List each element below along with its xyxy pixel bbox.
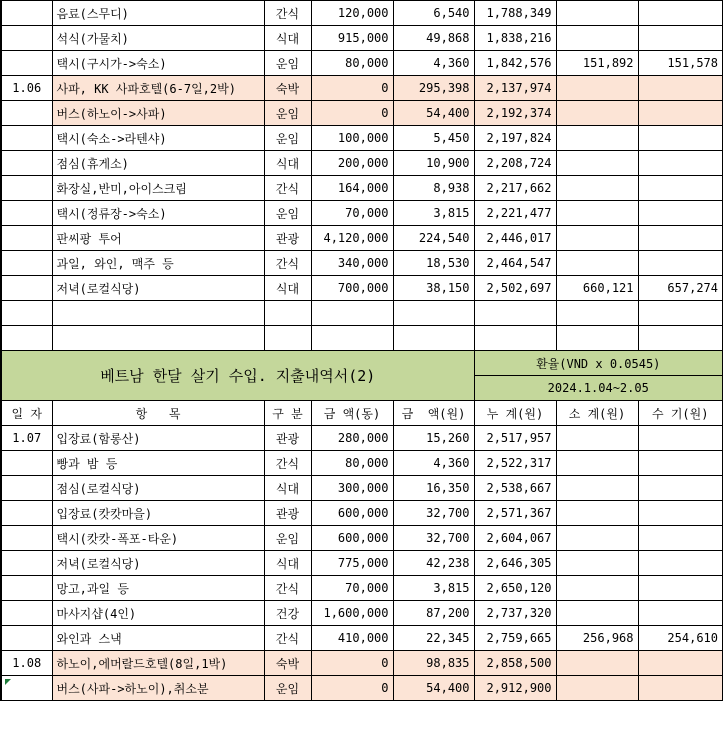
cell-amount-vnd[interactable]: 70,000: [311, 201, 393, 226]
cell-subtotal[interactable]: [556, 676, 638, 701]
cell-subtotal[interactable]: [556, 426, 638, 451]
cell-date[interactable]: [1, 276, 52, 301]
cell-date[interactable]: [1, 601, 52, 626]
cell-category[interactable]: 간식: [264, 251, 311, 276]
table-row: [1, 501, 723, 526]
cell-subtotal[interactable]: [556, 251, 638, 276]
cell[interactable]: [556, 326, 638, 351]
cell-subtotal[interactable]: [556, 601, 638, 626]
cell-amount-vnd[interactable]: 80,000: [311, 451, 393, 476]
cell-item[interactable]: 버스(하노이->사파): [52, 101, 264, 126]
cell[interactable]: [311, 326, 393, 351]
cell[interactable]: [638, 301, 723, 326]
cell-date[interactable]: [1, 551, 52, 576]
cell-recorded[interactable]: [638, 476, 723, 501]
cell-amount-krw[interactable]: 54,400: [393, 101, 474, 126]
table-row: [1, 26, 723, 51]
cell-subtotal[interactable]: 660,121: [556, 276, 638, 301]
cell-date[interactable]: 1.07: [1, 426, 52, 451]
cell-subtotal[interactable]: 256,968: [556, 626, 638, 651]
cell-subtotal[interactable]: [556, 651, 638, 676]
cell-cumulative[interactable]: 2,737,320: [474, 601, 556, 626]
cell[interactable]: [556, 301, 638, 326]
table-row: [1, 451, 723, 476]
table-row: [1, 76, 723, 101]
cell-cumulative[interactable]: 2,464,547: [474, 251, 556, 276]
cell-recorded[interactable]: [638, 426, 723, 451]
cell-amount-vnd[interactable]: 0: [311, 76, 393, 101]
cell[interactable]: [1, 326, 52, 351]
cell-amount-krw[interactable]: 42,238: [393, 551, 474, 576]
cell-subtotal[interactable]: [556, 26, 638, 51]
cell[interactable]: [52, 301, 264, 326]
cell[interactable]: [52, 326, 264, 351]
cell[interactable]: [474, 326, 556, 351]
table-row: [1, 126, 723, 151]
table-row: [1, 201, 723, 226]
cell-category[interactable]: 간식: [264, 176, 311, 201]
cell-recorded[interactable]: [638, 101, 723, 126]
cell-cumulative[interactable]: 2,502,697: [474, 276, 556, 301]
cell-recorded[interactable]: 254,610: [638, 626, 723, 651]
cell-amount-krw[interactable]: 87,200: [393, 601, 474, 626]
cell-amount-vnd[interactable]: 300,000: [311, 476, 393, 501]
cell-recorded[interactable]: [638, 601, 723, 626]
comment-marker: [5, 679, 11, 685]
table-row: [1, 151, 723, 176]
cell[interactable]: [393, 326, 474, 351]
cell-recorded[interactable]: [638, 551, 723, 576]
cell-amount-vnd[interactable]: 100,000: [311, 126, 393, 151]
sheet-title-block: [1, 351, 723, 401]
header-cumulative[interactable]: 누 계(원): [474, 401, 556, 426]
cell-recorded[interactable]: [638, 151, 723, 176]
cell-cumulative[interactable]: 2,759,665: [474, 626, 556, 651]
cell-date[interactable]: [1, 151, 52, 176]
cell-recorded[interactable]: [638, 226, 723, 251]
cell-category[interactable]: 운임: [264, 51, 311, 76]
cell-date[interactable]: [1, 451, 52, 476]
cell-subtotal[interactable]: [556, 126, 638, 151]
cell-amount-vnd[interactable]: 600,000: [311, 501, 393, 526]
cell-amount-krw[interactable]: 22,345: [393, 626, 474, 651]
table-row: [1, 526, 723, 551]
cell-recorded[interactable]: [638, 451, 723, 476]
cell-cumulative[interactable]: 1,842,576: [474, 51, 556, 76]
cell-date[interactable]: [1, 26, 52, 51]
cell-recorded[interactable]: [638, 251, 723, 276]
cell-amount-krw[interactable]: 32,700: [393, 501, 474, 526]
cell-subtotal[interactable]: [556, 176, 638, 201]
cell-recorded[interactable]: [638, 1, 723, 26]
header-amount-krw[interactable]: 금 액(원): [393, 401, 474, 426]
cell-amount-krw[interactable]: 16,350: [393, 476, 474, 501]
cell-subtotal[interactable]: [556, 501, 638, 526]
cell-item[interactable]: 마사지샵(4인): [52, 601, 264, 626]
cell-category[interactable]: 건강: [264, 601, 311, 626]
cell-cumulative[interactable]: 2,604,067: [474, 526, 556, 551]
cell-recorded[interactable]: [638, 651, 723, 676]
cell-cumulative[interactable]: 2,217,662: [474, 176, 556, 201]
header-item[interactable]: 항 목: [52, 401, 264, 426]
header-date[interactable]: 일 자: [1, 401, 52, 426]
cell-item[interactable]: 택시(숙소->라텐샤): [52, 126, 264, 151]
table-row: [1, 651, 723, 676]
cell-recorded[interactable]: 657,274: [638, 276, 723, 301]
cell-item[interactable]: 택시(캇캇-폭포-타운): [52, 526, 264, 551]
cell-amount-vnd[interactable]: 0: [311, 101, 393, 126]
cell-category[interactable]: 간식: [264, 576, 311, 601]
cell-category[interactable]: 간식: [264, 1, 311, 26]
cell-cumulative[interactable]: 2,858,500: [474, 651, 556, 676]
cell-amount-krw[interactable]: 49,868: [393, 26, 474, 51]
expense-rows-block-2: [1, 426, 723, 701]
cell-category[interactable]: 관광: [264, 226, 311, 251]
cell-subtotal[interactable]: [556, 451, 638, 476]
header-recorded[interactable]: 수 기(원): [638, 401, 723, 426]
cell-cumulative[interactable]: 1,788,349: [474, 1, 556, 26]
cell-category[interactable]: 식대: [264, 551, 311, 576]
cell-amount-krw[interactable]: 4,360: [393, 51, 474, 76]
cell-date[interactable]: [1, 176, 52, 201]
cell-item[interactable]: 음료(스무디): [52, 1, 264, 26]
cell[interactable]: [393, 301, 474, 326]
cell-date[interactable]: [1, 501, 52, 526]
cell-item[interactable]: 와인과 스낵: [52, 626, 264, 651]
cell-category[interactable]: 식대: [264, 26, 311, 51]
blank-row: [1, 326, 723, 351]
cell-item[interactable]: 하노이,에머랄드호텔(8일,1박): [52, 651, 264, 676]
cell-amount-vnd[interactable]: 915,000: [311, 26, 393, 51]
cell-item[interactable]: 점심(로컬식당): [52, 476, 264, 501]
cell-recorded[interactable]: [638, 126, 723, 151]
cell-amount-vnd[interactable]: 4,120,000: [311, 226, 393, 251]
cell-subtotal[interactable]: [556, 526, 638, 551]
cell-item[interactable]: 과일, 와인, 맥주 등: [52, 251, 264, 276]
cell-recorded[interactable]: [638, 76, 723, 101]
cell-date[interactable]: 1.08: [1, 651, 52, 676]
header-amount-vnd[interactable]: 금 액(동): [311, 401, 393, 426]
cell-item[interactable]: 입장료(캇캇마을): [52, 501, 264, 526]
cell-cumulative[interactable]: 2,197,824: [474, 126, 556, 151]
cell-amount-vnd[interactable]: 1,600,000: [311, 601, 393, 626]
cell-amount-vnd[interactable]: 80,000: [311, 51, 393, 76]
cell-amount-krw[interactable]: 3,815: [393, 201, 474, 226]
table-row: [1, 101, 723, 126]
cell-date[interactable]: [1, 576, 52, 601]
cell-amount-vnd[interactable]: 0: [311, 651, 393, 676]
cell-date[interactable]: [1, 101, 52, 126]
cell-subtotal[interactable]: [556, 551, 638, 576]
title-row: [1, 351, 723, 376]
table-row: [1, 1, 723, 26]
cell-amount-vnd[interactable]: 700,000: [311, 276, 393, 301]
cell-cumulative[interactable]: 2,912,900: [474, 676, 556, 701]
cell-category[interactable]: 숙박: [264, 651, 311, 676]
cell-recorded[interactable]: [638, 501, 723, 526]
cell-category[interactable]: 관광: [264, 501, 311, 526]
table-row: [1, 251, 723, 276]
cell-category[interactable]: 운임: [264, 201, 311, 226]
cell-amount-vnd[interactable]: 164,000: [311, 176, 393, 201]
table-row: [1, 51, 723, 76]
cell-item[interactable]: 저녁(로컬식당): [52, 276, 264, 301]
cell-amount-krw[interactable]: 10,900: [393, 151, 474, 176]
cell[interactable]: [311, 301, 393, 326]
column-header-row: [1, 401, 723, 426]
cell-cumulative[interactable]: 2,208,724: [474, 151, 556, 176]
cell-amount-krw[interactable]: 4,360: [393, 451, 474, 476]
cell[interactable]: [474, 301, 556, 326]
cell-subtotal[interactable]: [556, 201, 638, 226]
table-row: [1, 676, 723, 701]
blank-rows: [1, 301, 723, 351]
expense-rows-block-1: [1, 1, 723, 301]
cell-amount-krw[interactable]: 3,815: [393, 576, 474, 601]
cell-cumulative[interactable]: 2,192,374: [474, 101, 556, 126]
cell-amount-vnd[interactable]: 70,000: [311, 576, 393, 601]
cell-subtotal[interactable]: [556, 1, 638, 26]
cell-amount-krw[interactable]: 38,150: [393, 276, 474, 301]
cell-amount-vnd[interactable]: 600,000: [311, 526, 393, 551]
cell-category[interactable]: 숙박: [264, 76, 311, 101]
cell-item[interactable]: 택시(구시가->숙소): [52, 51, 264, 76]
cell-item[interactable]: 빵과 밤 등: [52, 451, 264, 476]
cell-date[interactable]: [1, 626, 52, 651]
cell-cumulative[interactable]: 2,650,120: [474, 576, 556, 601]
cell-date[interactable]: [1, 251, 52, 276]
cell-amount-krw[interactable]: 224,540: [393, 226, 474, 251]
cell-recorded[interactable]: [638, 676, 723, 701]
table-row: [1, 626, 723, 651]
cell-recorded[interactable]: [638, 526, 723, 551]
sheet-title[interactable]: 베트남 한달 살기 수입. 지출내역서(2): [1, 351, 474, 401]
cell-amount-krw[interactable]: 54,400: [393, 676, 474, 701]
cell-item[interactable]: 망고,과일 등: [52, 576, 264, 601]
cell-category[interactable]: 관광: [264, 426, 311, 451]
cell-amount-krw[interactable]: 18,530: [393, 251, 474, 276]
table-row: [1, 176, 723, 201]
cell-amount-krw[interactable]: 6,540: [393, 1, 474, 26]
cell[interactable]: [638, 326, 723, 351]
cell-subtotal[interactable]: [556, 476, 638, 501]
cell-cumulative[interactable]: 2,538,667: [474, 476, 556, 501]
blank-row: [1, 301, 723, 326]
cell-cumulative[interactable]: 2,446,017: [474, 226, 556, 251]
table-row: [1, 551, 723, 576]
cell-amount-vnd[interactable]: 200,000: [311, 151, 393, 176]
cell-category[interactable]: 식대: [264, 151, 311, 176]
table-row: [1, 601, 723, 626]
cell-date[interactable]: [1, 201, 52, 226]
cell-item[interactable]: 판씨팡 투어: [52, 226, 264, 251]
cell-cumulative[interactable]: 2,517,957: [474, 426, 556, 451]
cell-date[interactable]: [1, 226, 52, 251]
table-row: [1, 226, 723, 251]
period[interactable]: 2024.1.04~2.05: [474, 376, 723, 401]
cell-date[interactable]: [1, 476, 52, 501]
cell-item[interactable]: 석식(가물치): [52, 26, 264, 51]
cell-item[interactable]: 사파, KK 사파호텔(6-7일,2박): [52, 76, 264, 101]
table-row: [1, 276, 723, 301]
cell-item[interactable]: 화장실,반미,아이스크림: [52, 176, 264, 201]
cell-date[interactable]: [1, 526, 52, 551]
cell-cumulative[interactable]: 2,221,477: [474, 201, 556, 226]
cell-recorded[interactable]: [638, 201, 723, 226]
cell-amount-vnd[interactable]: 410,000: [311, 626, 393, 651]
cell[interactable]: [1, 301, 52, 326]
cell-amount-vnd[interactable]: 0: [311, 676, 393, 701]
cell-item[interactable]: 저녁(로컬식당): [52, 551, 264, 576]
cell-item[interactable]: 버스(사파->하노이),취소분: [52, 676, 264, 701]
header-block: [1, 401, 723, 426]
cell-subtotal[interactable]: 151,892: [556, 51, 638, 76]
cell-subtotal[interactable]: [556, 76, 638, 101]
cell[interactable]: [264, 301, 311, 326]
cell-recorded[interactable]: 151,578: [638, 51, 723, 76]
cell-amount-vnd[interactable]: 775,000: [311, 551, 393, 576]
cell-date[interactable]: [1, 1, 52, 26]
cell-amount-krw[interactable]: 98,835: [393, 651, 474, 676]
cell-amount-krw[interactable]: 32,700: [393, 526, 474, 551]
cell-item[interactable]: 입장료(함롱산): [52, 426, 264, 451]
cell-item[interactable]: 택시(정류장->숙소): [52, 201, 264, 226]
cell-amount-krw[interactable]: 15,260: [393, 426, 474, 451]
cell-amount-vnd[interactable]: 340,000: [311, 251, 393, 276]
cell-cumulative[interactable]: 2,571,367: [474, 501, 556, 526]
cell-category[interactable]: 간식: [264, 626, 311, 651]
header-subtotal[interactable]: 소 계(원): [556, 401, 638, 426]
table-row: [1, 476, 723, 501]
cell-subtotal[interactable]: [556, 101, 638, 126]
cell-cumulative[interactable]: 2,137,974: [474, 76, 556, 101]
cell-date[interactable]: 1.06: [1, 76, 52, 101]
cell-recorded[interactable]: [638, 26, 723, 51]
cell-recorded[interactable]: [638, 176, 723, 201]
cell-date[interactable]: [1, 126, 52, 151]
cell-date[interactable]: [1, 51, 52, 76]
cell-subtotal[interactable]: [556, 576, 638, 601]
cell-cumulative[interactable]: 2,646,305: [474, 551, 556, 576]
cell-amount-krw[interactable]: 295,398: [393, 76, 474, 101]
cell-subtotal[interactable]: [556, 151, 638, 176]
cell-amount-krw[interactable]: 5,450: [393, 126, 474, 151]
cell-item[interactable]: 점심(휴게소): [52, 151, 264, 176]
cell-category[interactable]: 운임: [264, 526, 311, 551]
cell-cumulative[interactable]: 1,838,216: [474, 26, 556, 51]
cell-amount-krw[interactable]: 8,938: [393, 176, 474, 201]
table-row: [1, 426, 723, 451]
cell-category[interactable]: 간식: [264, 451, 311, 476]
cell-category[interactable]: 식대: [264, 476, 311, 501]
cell-subtotal[interactable]: [556, 226, 638, 251]
cell-category[interactable]: 운임: [264, 126, 311, 151]
cell-recorded[interactable]: [638, 576, 723, 601]
cell-category[interactable]: 운임: [264, 101, 311, 126]
cell-cumulative[interactable]: 2,522,317: [474, 451, 556, 476]
cell[interactable]: [264, 326, 311, 351]
exchange-rate[interactable]: 환율(VND x 0.0545): [474, 351, 723, 376]
cell-category[interactable]: 운임: [264, 676, 311, 701]
cell-amount-vnd[interactable]: 120,000: [311, 1, 393, 26]
cell-category[interactable]: 식대: [264, 276, 311, 301]
header-category[interactable]: 구 분: [264, 401, 311, 426]
table-row: [1, 576, 723, 601]
cell-amount-vnd[interactable]: 280,000: [311, 426, 393, 451]
